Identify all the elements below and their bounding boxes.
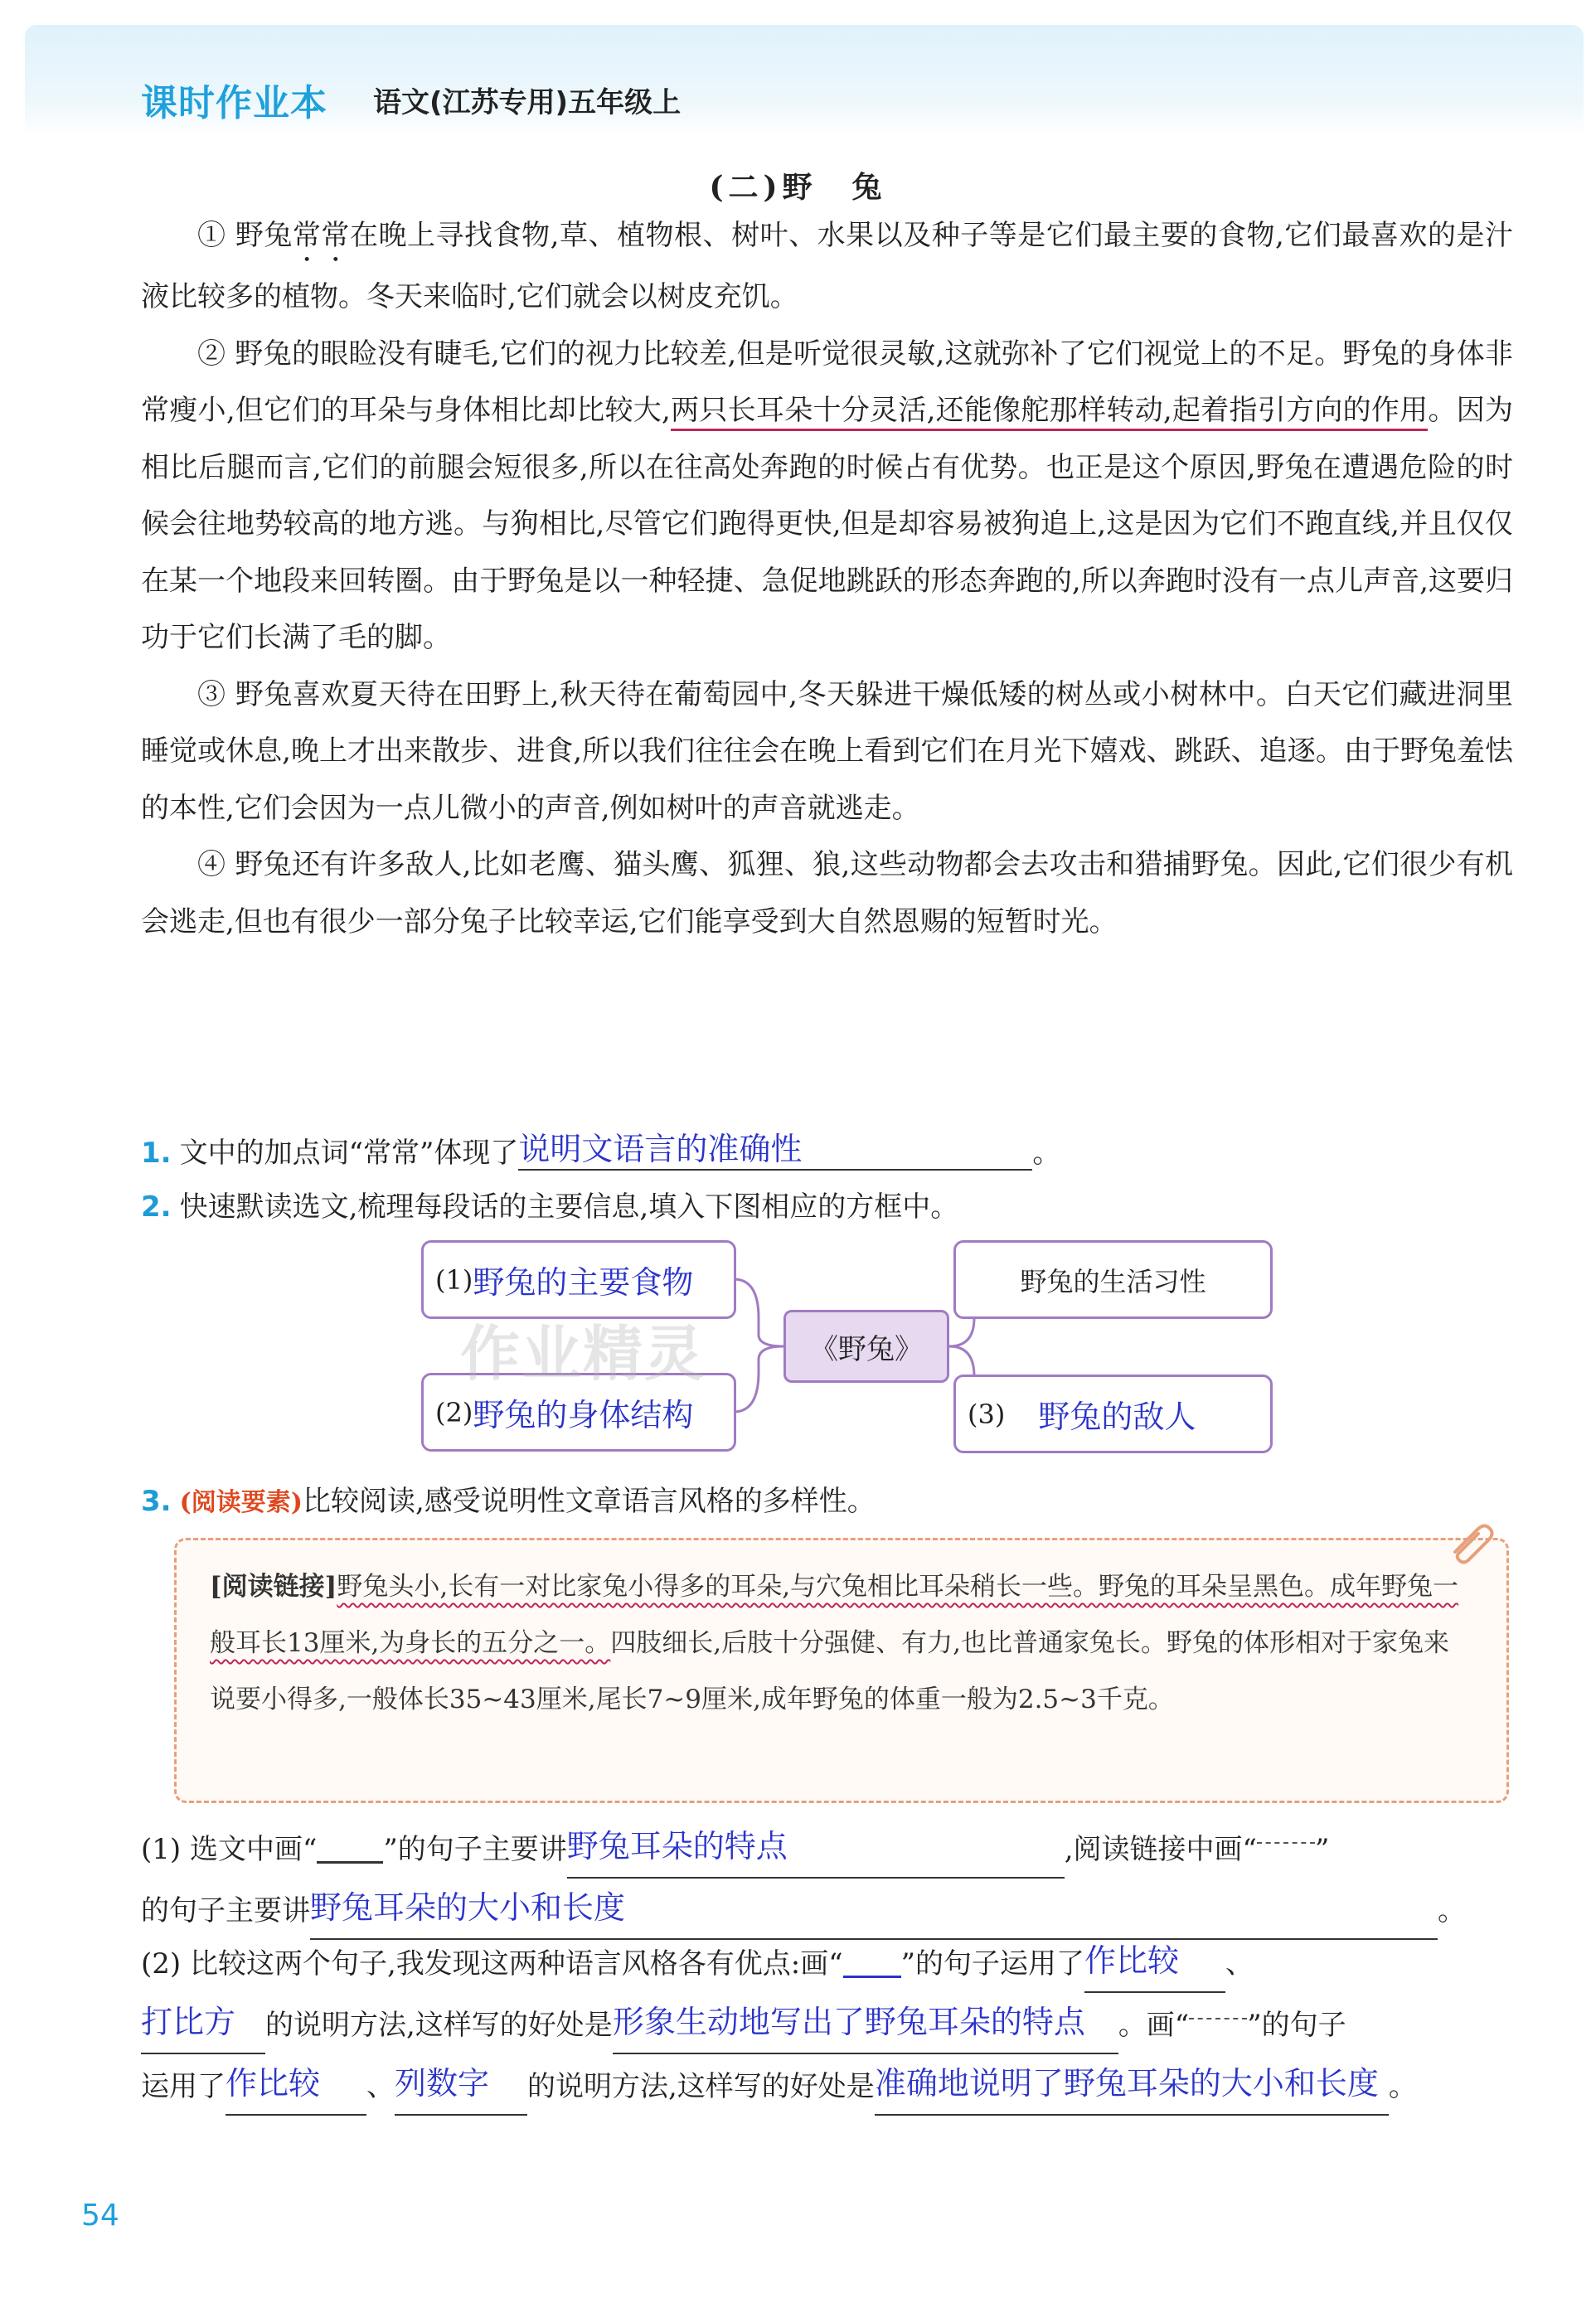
subquestion-2: (2) 比较这两个句子,我发现这两种语言风格各有优点:画“ ”的句子运用了作比较 、 打比方 的说明方法,这样写的好处是形象生动地写出了野兔耳朵的特点 。画“ ”的句子 运用了作比较 、列数字 的说明方法,这样写的好处是准确地说明了野兔耳朵的大小和长度 。 [141, 1932, 1550, 2116]
question-1: 1. 文中的加点词“常常”体现了说明文语言的准确性 。 [141, 1123, 1550, 1171]
paragraph-2: ② 野兔的眼睑没有睫毛,它们的视力比较差,但是听觉很灵敏,这就弥补了它们视觉上的不足。野兔的身体非常瘦小,但它们的耳朵与身体相比却比较大,两只长耳朵十分灵活,还能像舵那样转动,起着指引方向的作用。因为相比后腿而言,它们的前腿会短很多,所以在往高处奔跑的时候占有优势。也正是这个原因,野兔在遭遇危险的时候会往地势较高的地方逃。与狗相比,尽管它们跑得更快,但是却容易被狗追上,这是因为它们不跑直线,并且仅仅在某一个地段来回转圈。由于野兔是以一种轻捷、急促地跳跃的形态奔跑的,所以奔跑时没有一点儿声音,这要归功于它们长满了毛的脚。 [141, 337, 1513, 654]
straight-line-mark [317, 1861, 383, 1864]
article-title: (二)野 兔 [709, 170, 887, 205]
map-answer-4: 野兔的敌人 [1038, 1399, 1196, 1435]
s1-answer-2-blank[interactable] [310, 1879, 1438, 1940]
straight-line-mark-2 [843, 1976, 901, 1978]
reading-tag: (阅读要素) [179, 1488, 303, 1517]
s1-answer-1: 野兔耳朵的特点 [566, 1828, 788, 1864]
map-box-3: 野兔的生活习性 [953, 1240, 1273, 1319]
wavy-line-mark [1257, 1842, 1315, 1844]
wavy-line-mark-2 [1189, 2018, 1247, 2019]
map-box-4: (3) 野兔的敌人 [953, 1375, 1273, 1453]
s2-answer-6-blank[interactable] [875, 2054, 1389, 2116]
subquestion-1: (1) 选文中画“ ”的句子主要讲野兔耳朵的特点 ,阅读链接中画“ ” 的句子主要讲野兔耳朵的大小和长度 。 [141, 1817, 1550, 1940]
s1-answer-2: 野兔耳朵的大小和长度 [310, 1889, 626, 1926]
s2-answer-1: 作比较 [1084, 1942, 1180, 1979]
paragraph-4: ④ 野兔还有许多敌人,比如老鹰、猫头鹰、狐狸、狼,这些动物都会去攻击和猎捕野兔。因此,它们很少有机会逃走,但也有很少一部分兔子比较幸运,它们能享受到大自然恩赐的短暂时光。 [141, 848, 1513, 938]
s2-answer-3: 形象生动地写出了野兔耳朵的特点 [612, 2004, 1085, 2040]
question-3: 3. (阅读要素)比较阅读,感受说明性文章语言风格的多样性。 [141, 1485, 876, 1518]
s2-answer-5-blank[interactable] [395, 2054, 527, 2116]
book-brand: 课时作业本 [141, 82, 327, 124]
map-answer-1: 野兔的主要食物 [473, 1264, 694, 1301]
s2-answer-1-blank[interactable] [1084, 1932, 1225, 1993]
s2-answer-2-blank[interactable] [141, 1993, 265, 2054]
s1-answer-1-blank[interactable] [567, 1817, 1065, 1879]
paperclip-icon [1447, 1519, 1497, 1568]
reading-link-label: [阅读链接] [210, 1572, 337, 1602]
map-box-2: (2) 野兔的身体结构 [421, 1373, 736, 1452]
watermark: 作业精灵 [460, 1319, 706, 1389]
s2-answer-4-blank[interactable] [226, 2054, 366, 2116]
paragraph-3: ③ 野兔喜欢夏天待在田野上,秋天待在葡萄园中,冬天躲进干燥低矮的树丛或小树林中。白天它们藏进洞里睡觉或休息,晚上才出来散步、进食,所以我们往往会在晚上看到它们在月光下嬉戏、跳跃、追逐。由于野兔羞怯的本性,它们会因为一点儿微小的声音,例如树叶的声音就逃走。 [141, 677, 1513, 825]
map-center: 《野兔》 [783, 1310, 949, 1383]
s2-answer-3-blank[interactable] [613, 1993, 1118, 2054]
reading-link-box: [阅读链接]野兔头小,长有一对比家兔小得多的耳朵,与穴兔相比耳朵稍长一些。野兔的耳朵呈黑色。成年野兔一般耳长13厘米,为身长的五分之一。四肢细长,后肢十分强健、有力,也比普通家兔长。野兔的体形相对于家兔来说要小得多,一般体长35~43厘米,尾长7~9厘米,成年野兔的体重一般为2.5~3千克。 [174, 1538, 1509, 1803]
s2-answer-2: 打比方 [141, 2004, 236, 2040]
paragraph-1: ① 野兔常常在晚上寻找食物,草、植物根、树叶、水果以及种子等是它们最主要的食物,它们最喜欢的是汁液比较多的植物。冬天来临时,它们就会以树皮充饥。 [141, 219, 1513, 313]
map-answer-2: 野兔的身体结构 [473, 1397, 694, 1433]
s2-answer-6: 准确地说明了野兔耳朵的大小和长度 [874, 2065, 1379, 2102]
wavy-underlined-sentence: 野兔头小,长有一对比家兔小得多的耳朵,与穴兔相比耳朵稍长一些。野兔的耳朵呈黑色。成年野兔一般耳长13厘米,为身长的五分之一。 [210, 1572, 1459, 1658]
q1-answer: 说明文语言的准确性 [518, 1131, 803, 1167]
page-number: 54 [81, 2199, 119, 2233]
dotted-word: 常常 [292, 219, 350, 252]
question-2: 2. 快速默读选文,梳理每段话的主要信息,填入下图相应的方框中。 [141, 1190, 959, 1224]
s2-answer-4: 作比较 [226, 2065, 321, 2102]
underlined-sentence: 两只长耳朵十分灵活,还能像舵那样转动,起着指引方向的作用 [671, 394, 1429, 431]
book-subject: 语文(江苏专用)五年级上 [373, 86, 682, 119]
s2-answer-5: 列数字 [395, 2065, 490, 2102]
map-box-1: (1) 野兔的主要食物 [421, 1240, 736, 1319]
